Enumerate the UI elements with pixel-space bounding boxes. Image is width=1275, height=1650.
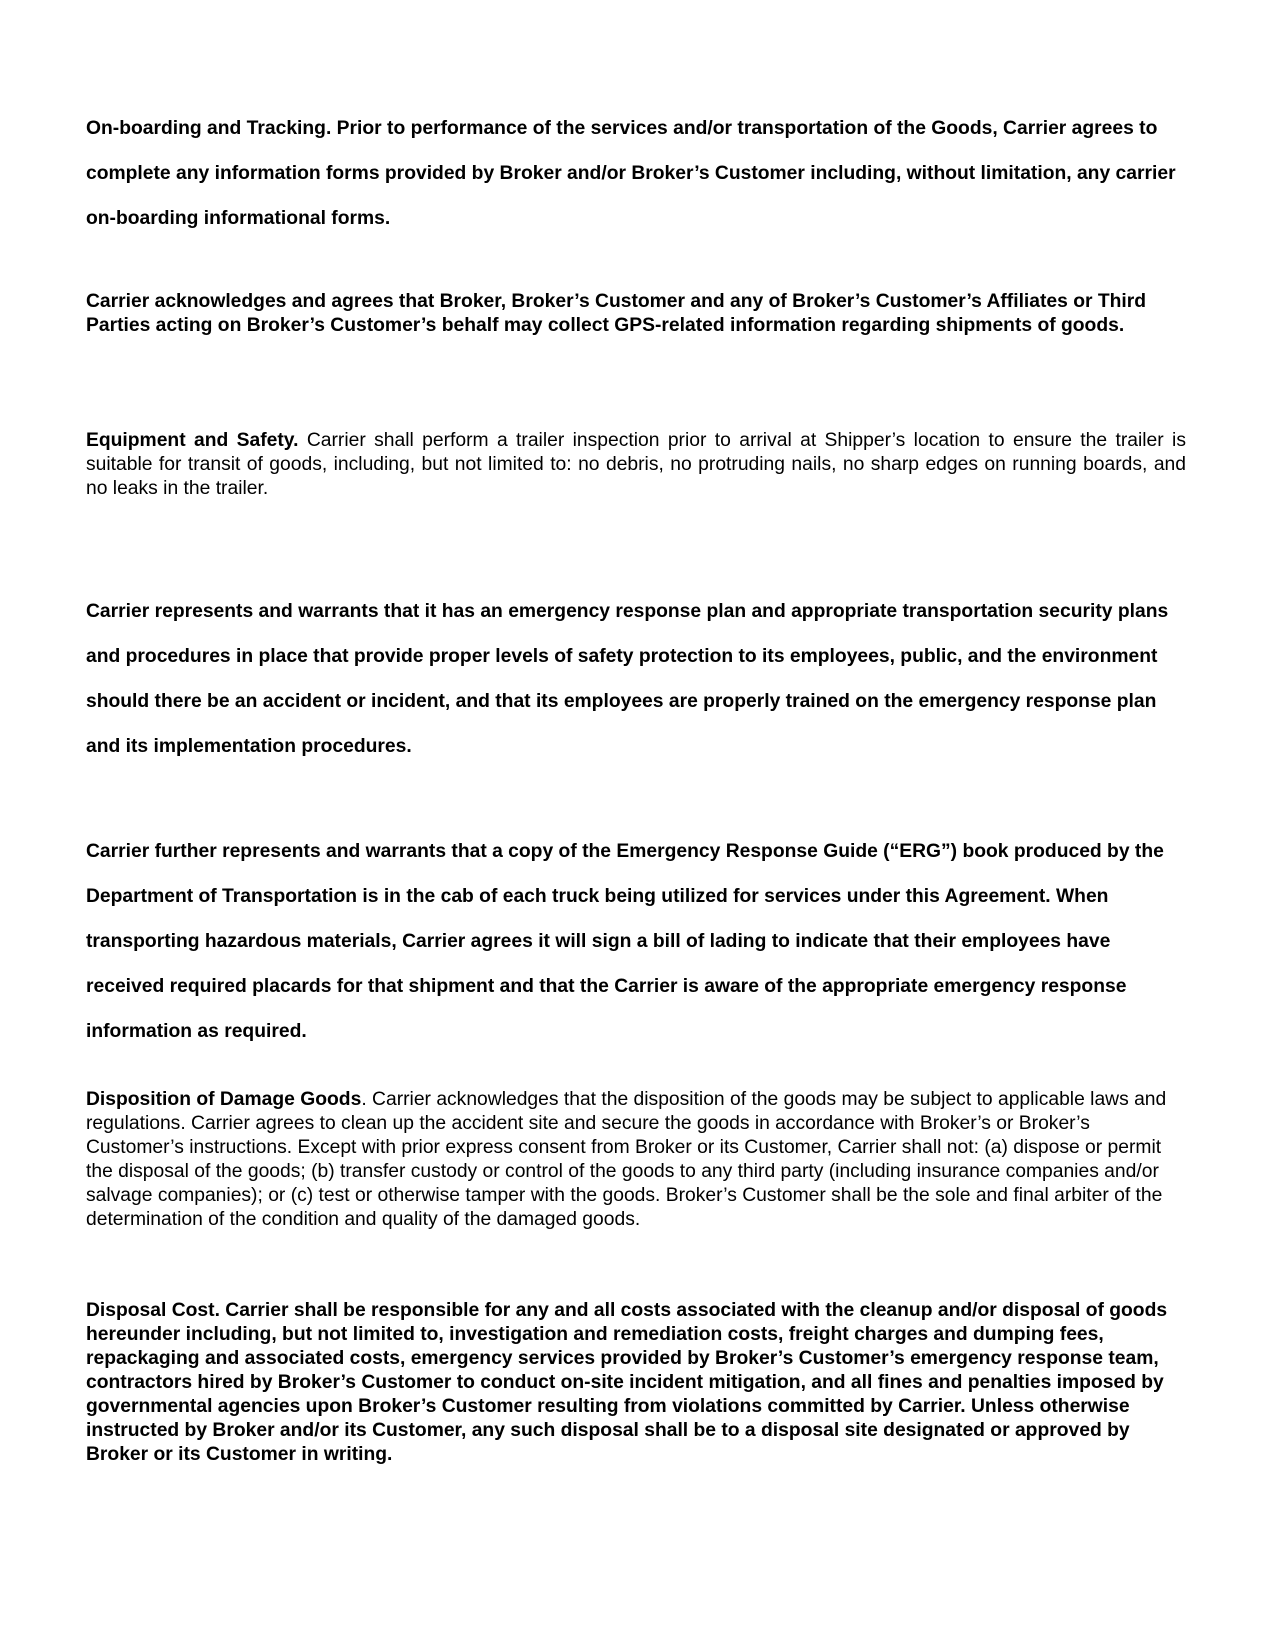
disposition-damage-goods-body: . Carrier acknowledges that the disposition of the goods may be subject to applicable laws and regulations. Carrier agrees to clean up the accident site and secure the goods in accordance with Broker’s or Broker’s Customer’s instructions. Except with prior express consent from Broker or its Customer, Carrier shall not: (a) dispose or permit the disposal of the goods; (b) transfer custody or control of the goods to any third party (including insurance companies and/or salvage companies); or (c) test or otherwise tamper with the goods. Broker’s Customer shall be the sole and final arbiter of the determination of the condition and quality of the damaged goods. bbox=[86, 1089, 1167, 1230]
disposal-cost-paragraph bbox=[86, 1299, 1186, 1467]
onboarding-tracking-text: On-boarding and Tracking. Prior to performance of the services and/or transportation of the Goods, Carrier agrees to complete any information forms provided by Broker and/or Broker’s Customer including, without limitation, any carrier on-boarding informational forms. bbox=[86, 118, 1176, 229]
erg-book-text: Carrier further represents and warrants that a copy of the Emergency Response Guide (“ERG”) book produced by the Department of Transportation is in the cab of each truck being utilized for services under this Agreement. When transporting hazardous materials, Carrier agrees it will sign a bill of lading to indicate that their employees have received required placards for that shipment and that the Carrier is aware of the appropriate emergency response information as required. bbox=[86, 841, 1164, 1042]
gps-information-text: Carrier acknowledges and agrees that Broker, Broker’s Customer and any of Broker’s Customer’s Affiliates or Third Parties acting on Broker’s Customer’s behalf may collect GPS-related information regarding shipments of goods. bbox=[86, 291, 1147, 336]
erg-book-paragraph bbox=[86, 829, 1186, 1054]
disposition-damage-goods-heading: Disposition of Damage Goods bbox=[86, 1089, 362, 1110]
onboarding-tracking-paragraph bbox=[86, 106, 1186, 241]
disposition-damage-goods-paragraph bbox=[86, 1088, 1186, 1232]
equipment-safety-paragraph bbox=[86, 429, 1186, 501]
equipment-safety-heading: Equipment and Safety. bbox=[86, 430, 299, 451]
disposal-cost-text: Disposal Cost. Carrier shall be responsible for any and all costs associated with the cleanup and/or disposal of goods hereunder including, but not limited to, investigation and remediation costs, freight charges and dumping fees, repackaging and associated costs, emergency services provided by Broker’s Customer’s emergency response team, contractors hired by Broker’s Customer to conduct on-site incident mitigation, and all fines and penalties imposed by governmental agencies upon Broker’s Customer resulting from violations committed by Carrier. Unless otherwise instructed by Broker and/or its Customer, any such disposal shall be to a disposal site designated or approved by Broker or its Customer in writing. bbox=[86, 1300, 1168, 1465]
gps-information-paragraph bbox=[86, 290, 1186, 338]
emergency-response-plan-paragraph bbox=[86, 589, 1186, 769]
equipment-safety-body: Carrier shall perform a trailer inspection prior to arrival at Shipper’s location to ensure the trailer is suitable for transit of goods, including, but not limited to: no debris, no protruding nails, no sharp edges on running boards, and no leaks in the trailer. bbox=[86, 430, 1186, 499]
emergency-response-plan-text: Carrier represents and warrants that it has an emergency response plan and appropriate transportation security plans and procedures in place that provide proper levels of safety protection to its employees, public, and the environment should there be an accident or incident, and that its employees are properly trained on the emergency response plan and its implementation procedures. bbox=[86, 601, 1169, 757]
